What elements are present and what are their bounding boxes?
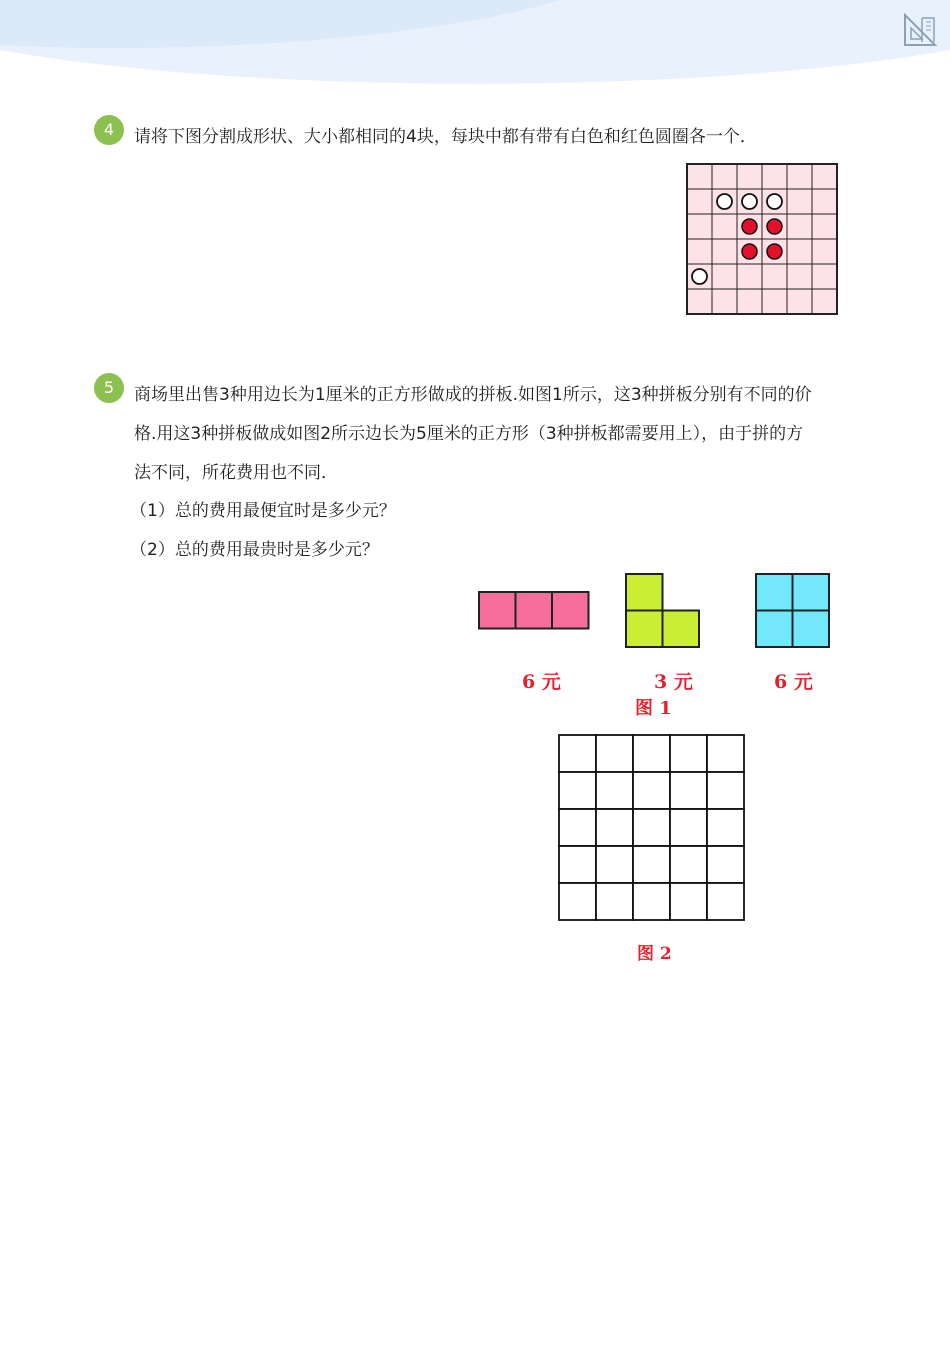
grid-cell bbox=[812, 264, 837, 289]
header-decoration bbox=[0, 0, 950, 90]
sub-question-2: （2）总的费用最贵时是多少元？ bbox=[130, 540, 379, 560]
square-tetromino-piece bbox=[755, 573, 831, 649]
grid-cell bbox=[559, 809, 596, 846]
grid-cell bbox=[737, 289, 762, 314]
question-text-line: 法不同，所花费用也不同． bbox=[134, 463, 338, 483]
grid-cell bbox=[787, 264, 812, 289]
price-label: 6 元 bbox=[774, 671, 813, 693]
red-circle bbox=[742, 244, 757, 259]
grid-cell bbox=[762, 164, 787, 189]
grid-cell bbox=[670, 846, 707, 883]
grid-cell bbox=[670, 809, 707, 846]
grid-cell bbox=[687, 214, 712, 239]
grid-cell bbox=[762, 289, 787, 314]
question-number-badge: 4 bbox=[94, 115, 124, 145]
ruler-triangle-icon bbox=[902, 12, 938, 48]
white-circle bbox=[742, 194, 757, 209]
grid-cell bbox=[596, 772, 633, 809]
five-by-five-grid bbox=[558, 734, 745, 921]
grid-cell bbox=[707, 735, 744, 772]
question-text-line: 商场里出售3种用边长为1厘米的正方形做成的拼板.如图1所示，这3种拼板分别有不同的价 bbox=[134, 385, 812, 405]
grid-cell bbox=[670, 735, 707, 772]
price-label: 6 元 bbox=[522, 671, 561, 693]
sub-question-1: （1）总的费用最便宜时是多少元？ bbox=[130, 501, 396, 521]
grid-cell bbox=[712, 289, 737, 314]
grid-cell bbox=[559, 772, 596, 809]
question-text: 请将下图分割成形状、大小都相同的4块，每块中都有带有白色和红色圆圈各一个． bbox=[134, 127, 757, 147]
grid-cell bbox=[787, 164, 812, 189]
grid-cell bbox=[633, 846, 670, 883]
grid-cell bbox=[812, 189, 837, 214]
grid-cell bbox=[633, 772, 670, 809]
grid-cell bbox=[762, 264, 787, 289]
grid-cell bbox=[596, 846, 633, 883]
grid-cell bbox=[596, 883, 633, 920]
grid-cell bbox=[633, 809, 670, 846]
grid-cell bbox=[712, 239, 737, 264]
red-circle bbox=[767, 244, 782, 259]
figure-2-caption: 图 2 bbox=[637, 944, 672, 964]
grid-cell bbox=[712, 214, 737, 239]
grid-cell bbox=[712, 264, 737, 289]
grid-cell bbox=[670, 772, 707, 809]
grid-cell bbox=[737, 164, 762, 189]
grid-cell bbox=[687, 239, 712, 264]
grid-cell bbox=[787, 214, 812, 239]
grid-cell bbox=[559, 846, 596, 883]
grid-cell bbox=[812, 239, 837, 264]
question-number-badge: 5 bbox=[94, 373, 124, 403]
circle-grid bbox=[686, 163, 838, 315]
red-circle bbox=[767, 219, 782, 234]
grid-cell bbox=[737, 264, 762, 289]
grid-cell bbox=[633, 883, 670, 920]
red-circle bbox=[742, 219, 757, 234]
straight-tromino-piece bbox=[478, 591, 590, 630]
grid-cell bbox=[596, 735, 633, 772]
grid-cell bbox=[812, 164, 837, 189]
grid-cell bbox=[812, 289, 837, 314]
white-circle bbox=[767, 194, 782, 209]
grid-cell bbox=[687, 189, 712, 214]
grid-cell bbox=[787, 239, 812, 264]
question-text-line: 格.用这3种拼板做成如图2所示边长为5厘米的正方形（3种拼板都需要用上），由于拼的方 bbox=[134, 424, 804, 444]
grid-cell bbox=[687, 289, 712, 314]
grid-cell bbox=[787, 289, 812, 314]
price-label: 3 元 bbox=[654, 671, 693, 693]
grid-cell bbox=[707, 772, 744, 809]
figure-1-caption: 图 1 bbox=[635, 698, 672, 719]
grid-cell bbox=[596, 809, 633, 846]
grid-cell bbox=[707, 846, 744, 883]
grid-cell bbox=[707, 883, 744, 920]
grid-cell bbox=[559, 883, 596, 920]
white-circle bbox=[692, 269, 707, 284]
white-circle bbox=[717, 194, 732, 209]
grid-cell bbox=[633, 735, 670, 772]
grid-cell bbox=[687, 164, 712, 189]
grid-cell bbox=[707, 809, 744, 846]
grid-cell bbox=[559, 735, 596, 772]
grid-cell bbox=[670, 883, 707, 920]
grid-cell bbox=[712, 164, 737, 189]
grid-cell bbox=[812, 214, 837, 239]
l-tromino-piece bbox=[625, 573, 701, 649]
grid-cell bbox=[787, 189, 812, 214]
